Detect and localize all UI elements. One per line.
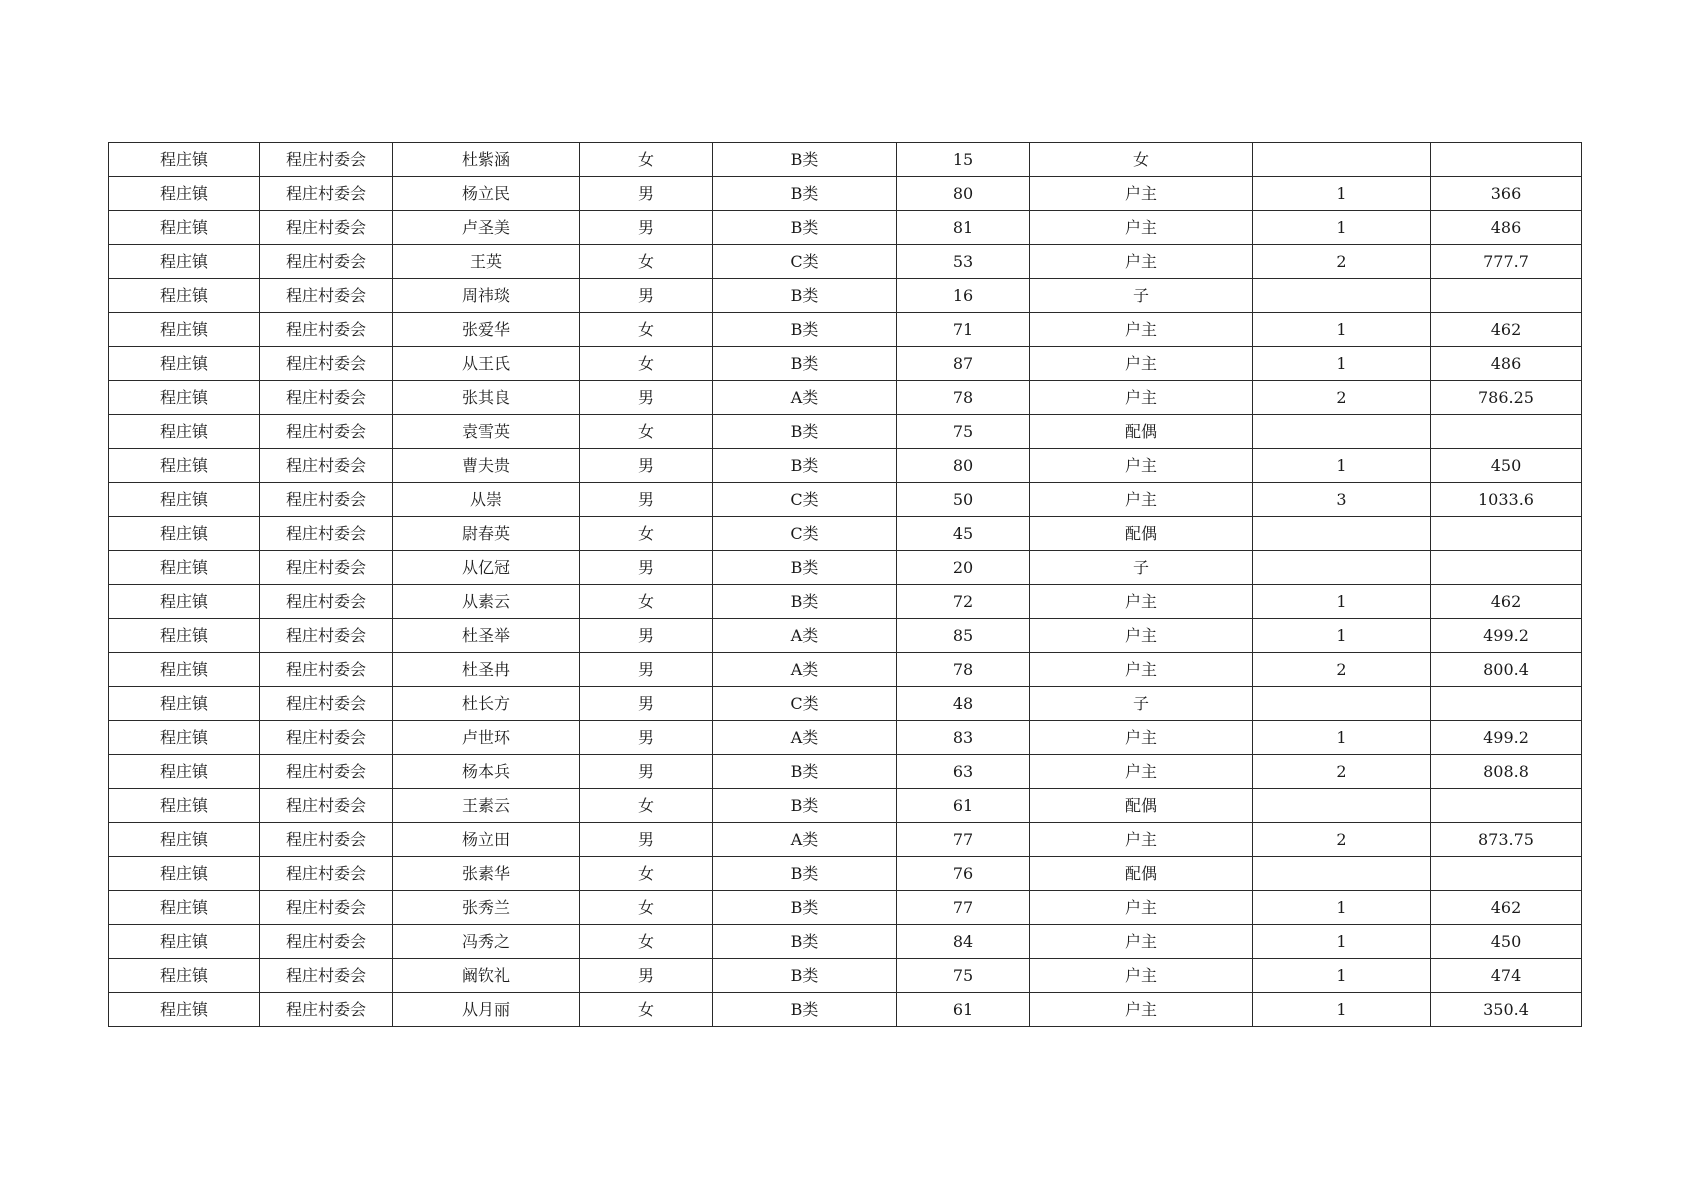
cell-relation: 户主 [1030, 449, 1253, 483]
cell-name: 冯秀之 [393, 925, 580, 959]
cell-town: 程庄镇 [109, 381, 260, 415]
cell-amount [1431, 687, 1582, 721]
cell-relation: 户主 [1030, 959, 1253, 993]
cell-amount: 462 [1431, 585, 1582, 619]
cell-town: 程庄镇 [109, 177, 260, 211]
cell-category: B类 [713, 925, 897, 959]
cell-town: 程庄镇 [109, 857, 260, 891]
cell-town: 程庄镇 [109, 415, 260, 449]
table-row [109, 415, 1582, 449]
cell-name: 张其良 [393, 381, 580, 415]
cell-amount: 1033.6 [1431, 483, 1582, 517]
cell-village-committee: 程庄村委会 [260, 381, 393, 415]
table-row [109, 347, 1582, 381]
cell-gender: 女 [580, 993, 713, 1027]
cell-village-committee: 程庄村委会 [260, 483, 393, 517]
cell-household-count [1253, 551, 1431, 585]
cell-village-committee: 程庄村委会 [260, 211, 393, 245]
cell-relation: 户主 [1030, 891, 1253, 925]
cell-village-committee: 程庄村委会 [260, 857, 393, 891]
cell-category: B类 [713, 279, 897, 313]
cell-amount: 499.2 [1431, 721, 1582, 755]
cell-village-committee: 程庄村委会 [260, 721, 393, 755]
table-row [109, 993, 1582, 1027]
cell-category: B类 [713, 313, 897, 347]
table-row [109, 619, 1582, 653]
cell-category: A类 [713, 823, 897, 857]
cell-relation: 户主 [1030, 483, 1253, 517]
cell-village-committee: 程庄村委会 [260, 687, 393, 721]
cell-village-committee: 程庄村委会 [260, 891, 393, 925]
cell-age: 16 [897, 279, 1030, 313]
cell-town: 程庄镇 [109, 245, 260, 279]
cell-category: B类 [713, 959, 897, 993]
cell-relation: 子 [1030, 687, 1253, 721]
cell-amount: 800.4 [1431, 653, 1582, 687]
table-row [109, 279, 1582, 313]
cell-name: 曹夫贵 [393, 449, 580, 483]
cell-gender: 女 [580, 891, 713, 925]
table-row [109, 789, 1582, 823]
cell-age: 63 [897, 755, 1030, 789]
cell-household-count: 1 [1253, 313, 1431, 347]
cell-amount: 499.2 [1431, 619, 1582, 653]
cell-gender: 男 [580, 823, 713, 857]
cell-town: 程庄镇 [109, 211, 260, 245]
table-row [109, 381, 1582, 415]
cell-name: 张秀兰 [393, 891, 580, 925]
cell-category: B类 [713, 449, 897, 483]
cell-amount: 486 [1431, 211, 1582, 245]
cell-age: 53 [897, 245, 1030, 279]
cell-age: 61 [897, 993, 1030, 1027]
cell-relation: 户主 [1030, 653, 1253, 687]
cell-amount: 462 [1431, 891, 1582, 925]
cell-category: C类 [713, 245, 897, 279]
cell-gender: 女 [580, 415, 713, 449]
cell-household-count [1253, 789, 1431, 823]
table-row [109, 721, 1582, 755]
cell-village-committee: 程庄村委会 [260, 415, 393, 449]
cell-household-count: 1 [1253, 449, 1431, 483]
cell-gender: 男 [580, 551, 713, 585]
cell-village-committee: 程庄村委会 [260, 925, 393, 959]
table-row [109, 143, 1582, 177]
cell-relation: 户主 [1030, 381, 1253, 415]
cell-relation: 户主 [1030, 823, 1253, 857]
cell-age: 87 [897, 347, 1030, 381]
cell-town: 程庄镇 [109, 279, 260, 313]
cell-gender: 女 [580, 857, 713, 891]
cell-gender: 女 [580, 313, 713, 347]
cell-household-count: 1 [1253, 925, 1431, 959]
cell-name: 杜圣冉 [393, 653, 580, 687]
cell-village-committee: 程庄村委会 [260, 517, 393, 551]
table-row [109, 313, 1582, 347]
cell-relation: 配偶 [1030, 415, 1253, 449]
table-row [109, 823, 1582, 857]
cell-age: 15 [897, 143, 1030, 177]
cell-town: 程庄镇 [109, 313, 260, 347]
table-row [109, 211, 1582, 245]
cell-name: 从崇 [393, 483, 580, 517]
cell-town: 程庄镇 [109, 449, 260, 483]
cell-age: 71 [897, 313, 1030, 347]
cell-name: 尉春英 [393, 517, 580, 551]
cell-town: 程庄镇 [109, 789, 260, 823]
cell-amount [1431, 551, 1582, 585]
cell-household-count: 1 [1253, 891, 1431, 925]
cell-gender: 男 [580, 279, 713, 313]
cell-category: C类 [713, 517, 897, 551]
cell-town: 程庄镇 [109, 959, 260, 993]
cell-village-committee: 程庄村委会 [260, 823, 393, 857]
cell-name: 从素云 [393, 585, 580, 619]
cell-relation: 户主 [1030, 313, 1253, 347]
cell-age: 85 [897, 619, 1030, 653]
cell-category: B类 [713, 789, 897, 823]
table-row [109, 959, 1582, 993]
cell-village-committee: 程庄村委会 [260, 993, 393, 1027]
cell-town: 程庄镇 [109, 993, 260, 1027]
cell-village-committee: 程庄村委会 [260, 959, 393, 993]
cell-gender: 男 [580, 381, 713, 415]
cell-village-committee: 程庄村委会 [260, 245, 393, 279]
cell-gender: 男 [580, 755, 713, 789]
cell-gender: 女 [580, 517, 713, 551]
cell-age: 78 [897, 653, 1030, 687]
cell-household-count: 1 [1253, 211, 1431, 245]
cell-relation: 子 [1030, 279, 1253, 313]
cell-town: 程庄镇 [109, 585, 260, 619]
cell-village-committee: 程庄村委会 [260, 619, 393, 653]
table-row [109, 925, 1582, 959]
cell-village-committee: 程庄村委会 [260, 143, 393, 177]
cell-relation: 户主 [1030, 585, 1253, 619]
cell-age: 83 [897, 721, 1030, 755]
cell-amount [1431, 143, 1582, 177]
cell-name: 卢世环 [393, 721, 580, 755]
table-row [109, 755, 1582, 789]
cell-category: B类 [713, 993, 897, 1027]
cell-town: 程庄镇 [109, 891, 260, 925]
cell-household-count: 1 [1253, 619, 1431, 653]
cell-age: 80 [897, 449, 1030, 483]
cell-name: 杨本兵 [393, 755, 580, 789]
cell-amount [1431, 415, 1582, 449]
cell-amount: 450 [1431, 925, 1582, 959]
cell-household-count [1253, 415, 1431, 449]
cell-category: A类 [713, 619, 897, 653]
cell-relation: 户主 [1030, 925, 1253, 959]
cell-category: B类 [713, 585, 897, 619]
cell-town: 程庄镇 [109, 823, 260, 857]
cell-relation: 户主 [1030, 721, 1253, 755]
cell-category: C类 [713, 687, 897, 721]
cell-relation: 户主 [1030, 993, 1253, 1027]
cell-village-committee: 程庄村委会 [260, 653, 393, 687]
cell-relation: 配偶 [1030, 789, 1253, 823]
cell-village-committee: 程庄村委会 [260, 755, 393, 789]
cell-household-count: 2 [1253, 653, 1431, 687]
cell-category: B类 [713, 755, 897, 789]
cell-name: 杨立田 [393, 823, 580, 857]
cell-relation: 子 [1030, 551, 1253, 585]
table-row [109, 551, 1582, 585]
cell-category: B类 [713, 415, 897, 449]
cell-village-committee: 程庄村委会 [260, 279, 393, 313]
table-row [109, 449, 1582, 483]
cell-amount [1431, 279, 1582, 313]
cell-category: A类 [713, 721, 897, 755]
cell-name: 杜长方 [393, 687, 580, 721]
table-row [109, 245, 1582, 279]
cell-gender: 男 [580, 177, 713, 211]
cell-age: 48 [897, 687, 1030, 721]
cell-name: 从月丽 [393, 993, 580, 1027]
cell-age: 81 [897, 211, 1030, 245]
table-row [109, 857, 1582, 891]
cell-gender: 女 [580, 585, 713, 619]
cell-name: 从王氏 [393, 347, 580, 381]
cell-village-committee: 程庄村委会 [260, 313, 393, 347]
cell-category: B类 [713, 857, 897, 891]
cell-relation: 女 [1030, 143, 1253, 177]
cell-town: 程庄镇 [109, 347, 260, 381]
cell-age: 61 [897, 789, 1030, 823]
cell-name: 王素云 [393, 789, 580, 823]
cell-relation: 户主 [1030, 245, 1253, 279]
cell-amount: 786.25 [1431, 381, 1582, 415]
cell-town: 程庄镇 [109, 143, 260, 177]
cell-age: 50 [897, 483, 1030, 517]
cell-age: 77 [897, 891, 1030, 925]
table-row [109, 891, 1582, 925]
cell-gender: 女 [580, 245, 713, 279]
cell-gender: 男 [580, 721, 713, 755]
cell-amount: 777.7 [1431, 245, 1582, 279]
cell-town: 程庄镇 [109, 551, 260, 585]
cell-village-committee: 程庄村委会 [260, 789, 393, 823]
cell-gender: 男 [580, 449, 713, 483]
cell-category: B类 [713, 551, 897, 585]
cell-gender: 男 [580, 687, 713, 721]
cell-name: 杜紫涵 [393, 143, 580, 177]
cell-age: 80 [897, 177, 1030, 211]
cell-household-count: 1 [1253, 993, 1431, 1027]
table-row [109, 177, 1582, 211]
cell-relation: 户主 [1030, 347, 1253, 381]
cell-age: 20 [897, 551, 1030, 585]
cell-category: B类 [713, 177, 897, 211]
cell-household-count: 1 [1253, 177, 1431, 211]
data-table [108, 142, 1582, 1027]
cell-village-committee: 程庄村委会 [260, 551, 393, 585]
cell-name: 王英 [393, 245, 580, 279]
cell-relation: 配偶 [1030, 857, 1253, 891]
cell-amount: 808.8 [1431, 755, 1582, 789]
cell-relation: 户主 [1030, 755, 1253, 789]
cell-town: 程庄镇 [109, 721, 260, 755]
cell-household-count: 1 [1253, 347, 1431, 381]
cell-household-count [1253, 143, 1431, 177]
table-row [109, 517, 1582, 551]
cell-relation: 户主 [1030, 177, 1253, 211]
cell-gender: 女 [580, 347, 713, 381]
cell-category: B类 [713, 347, 897, 381]
cell-age: 78 [897, 381, 1030, 415]
cell-gender: 女 [580, 789, 713, 823]
cell-household-count: 2 [1253, 823, 1431, 857]
cell-gender: 女 [580, 925, 713, 959]
cell-age: 45 [897, 517, 1030, 551]
cell-household-count: 2 [1253, 381, 1431, 415]
table-row [109, 483, 1582, 517]
cell-name: 张爱华 [393, 313, 580, 347]
cell-gender: 男 [580, 483, 713, 517]
cell-town: 程庄镇 [109, 653, 260, 687]
cell-household-count [1253, 687, 1431, 721]
cell-village-committee: 程庄村委会 [260, 347, 393, 381]
cell-category: B类 [713, 891, 897, 925]
cell-household-count: 1 [1253, 959, 1431, 993]
cell-name: 阚钦礼 [393, 959, 580, 993]
cell-age: 75 [897, 959, 1030, 993]
cell-relation: 户主 [1030, 211, 1253, 245]
cell-amount: 474 [1431, 959, 1582, 993]
table-body [109, 143, 1582, 1027]
cell-name: 周祎琰 [393, 279, 580, 313]
cell-household-count: 1 [1253, 585, 1431, 619]
cell-age: 76 [897, 857, 1030, 891]
cell-town: 程庄镇 [109, 517, 260, 551]
cell-household-count: 1 [1253, 721, 1431, 755]
cell-age: 77 [897, 823, 1030, 857]
cell-village-committee: 程庄村委会 [260, 585, 393, 619]
cell-town: 程庄镇 [109, 483, 260, 517]
cell-category: B类 [713, 143, 897, 177]
cell-amount [1431, 789, 1582, 823]
cell-name: 杜圣举 [393, 619, 580, 653]
cell-town: 程庄镇 [109, 755, 260, 789]
cell-amount: 350.4 [1431, 993, 1582, 1027]
cell-gender: 男 [580, 619, 713, 653]
cell-household-count: 3 [1253, 483, 1431, 517]
cell-age: 72 [897, 585, 1030, 619]
table-row [109, 585, 1582, 619]
cell-age: 84 [897, 925, 1030, 959]
cell-village-committee: 程庄村委会 [260, 449, 393, 483]
cell-age: 75 [897, 415, 1030, 449]
cell-relation: 户主 [1030, 619, 1253, 653]
cell-amount [1431, 857, 1582, 891]
cell-amount: 462 [1431, 313, 1582, 347]
cell-name: 杨立民 [393, 177, 580, 211]
cell-village-committee: 程庄村委会 [260, 177, 393, 211]
table-row [109, 653, 1582, 687]
cell-name: 张素华 [393, 857, 580, 891]
cell-name: 袁雪英 [393, 415, 580, 449]
cell-amount: 873.75 [1431, 823, 1582, 857]
cell-category: A类 [713, 381, 897, 415]
cell-household-count [1253, 279, 1431, 313]
cell-town: 程庄镇 [109, 925, 260, 959]
cell-category: A类 [713, 653, 897, 687]
cell-town: 程庄镇 [109, 619, 260, 653]
cell-gender: 男 [580, 653, 713, 687]
cell-gender: 男 [580, 211, 713, 245]
cell-household-count [1253, 857, 1431, 891]
cell-town: 程庄镇 [109, 687, 260, 721]
cell-household-count: 2 [1253, 755, 1431, 789]
cell-category: B类 [713, 211, 897, 245]
cell-category: C类 [713, 483, 897, 517]
cell-name: 卢圣美 [393, 211, 580, 245]
cell-amount: 486 [1431, 347, 1582, 381]
cell-amount: 450 [1431, 449, 1582, 483]
cell-household-count [1253, 517, 1431, 551]
cell-gender: 男 [580, 959, 713, 993]
cell-household-count: 2 [1253, 245, 1431, 279]
table-row [109, 687, 1582, 721]
cell-amount: 366 [1431, 177, 1582, 211]
cell-relation: 配偶 [1030, 517, 1253, 551]
cell-name: 从亿冠 [393, 551, 580, 585]
cell-amount [1431, 517, 1582, 551]
cell-gender: 女 [580, 143, 713, 177]
